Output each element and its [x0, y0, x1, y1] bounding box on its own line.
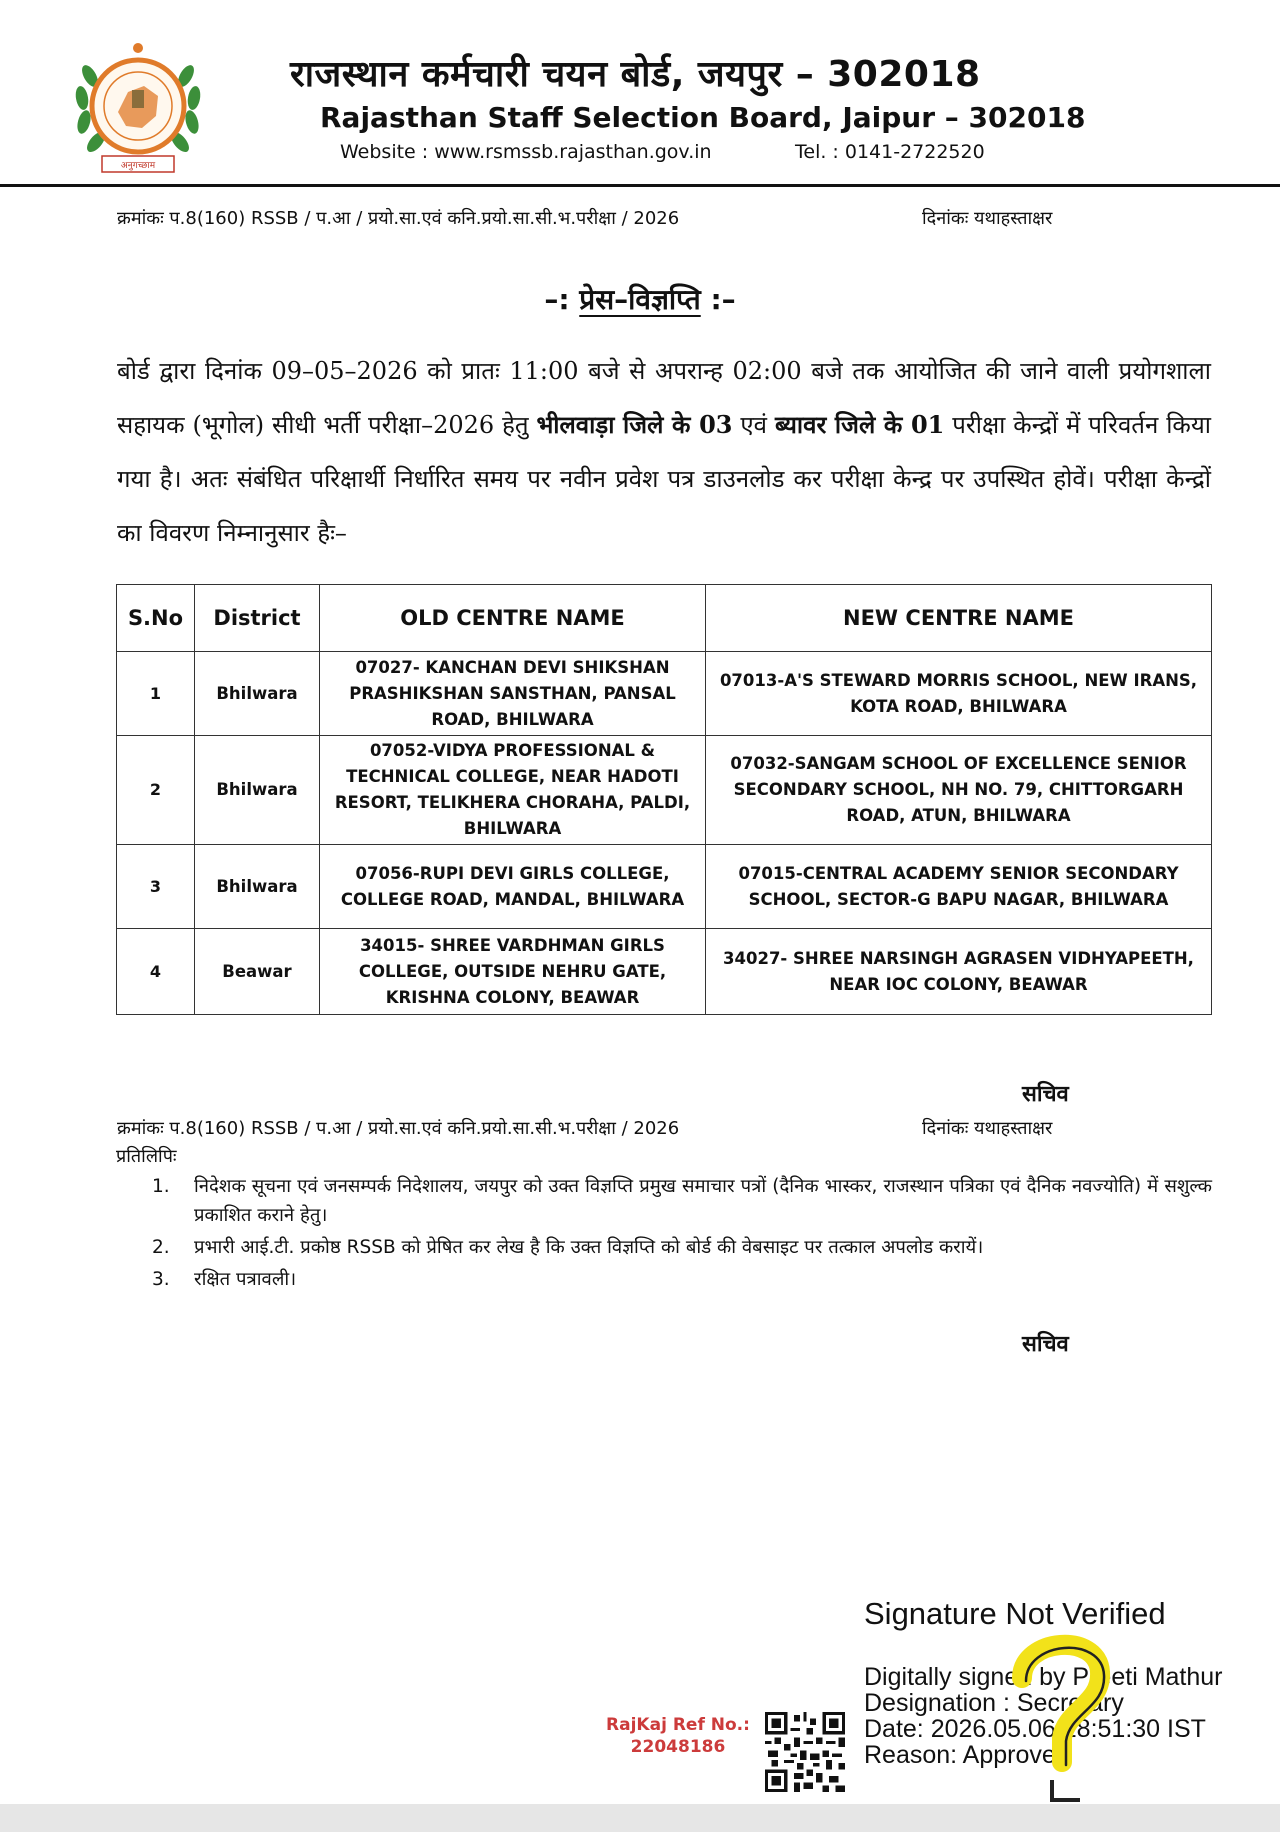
header-district: District — [195, 585, 320, 652]
cell-district: Bhilwara — [195, 652, 320, 736]
reference-date: दिनांकः यथाहस्ताक्षर — [922, 208, 1053, 229]
list-item — [152, 1233, 1212, 1262]
header-old-centre: OLD CENTRE NAME — [320, 585, 706, 652]
signatory-secretary-2: सचिव — [1022, 1332, 1069, 1357]
signature-reason: Reason: Approved — [864, 1741, 1070, 1769]
list-item-text: प्रभारी आई.टी. प्रकोष्ठ RSSB को प्रेषित कर लेख है कि उक्त विज्ञप्ति को बोर्ड की वेबसाइट पर तत्काल अपलोड करायें। — [194, 1237, 984, 1258]
copy-to-list — [152, 1172, 1212, 1297]
cell-old-centre: 07056-RUPI DEVI GIRLS COLLEGE, COLLEGE ROAD, MANDAL, BHILWARA — [320, 845, 706, 929]
signature-status: Signature Not Verified — [864, 1596, 1166, 1631]
cell-district: Beawar — [195, 929, 320, 1015]
list-item — [152, 1172, 1212, 1230]
reference-number-copy: क्रमांकः प.8(160) RSSB / प.आ / प्रयो.सा.एवं कनि.प्रयो.सा.सी.भ.परीक्षा / 2026 — [117, 1118, 680, 1139]
rajkaj-number: 22048186 — [630, 1737, 726, 1757]
rajkaj-reference — [603, 1714, 753, 1758]
list-item — [152, 1265, 1212, 1294]
list-item-number: 2. — [152, 1237, 170, 1258]
table-header-row — [117, 585, 1212, 652]
signatory-secretary: सचिव — [1022, 1082, 1069, 1107]
table-row — [117, 845, 1212, 929]
press-release-body — [117, 344, 1211, 560]
cell-sno: 4 — [117, 929, 195, 1015]
bottom-bar — [0, 1804, 1280, 1832]
heading-text: प्रेस–विज्ञप्ति — [579, 283, 701, 316]
body-bold-beawar: ब्यावर जिले के 01 — [774, 410, 945, 439]
press-release-heading — [0, 280, 1280, 318]
heading-prefix: –: — [544, 283, 580, 316]
website-text: Website : www.rsmssb.rajasthan.gov.in — [340, 141, 712, 163]
copy-to-label: प्रतिलिपिः — [116, 1146, 177, 1167]
body-part-1: बोर्ड द्वारा दिनांक 09–05–2026 को प्रातः 11:00 बजे से अपरान्ह 02:00 बजे तक आयोजित की जाने वाली प्रयोगशाला सहायक (भूगोल) सीधी भर्ती परीक्षा–2026 हेतु — [117, 357, 1211, 439]
cell-old-centre: 34015- SHREE VARDHMAN GIRLS COLLEGE, OUTSIDE NEHRU GATE, KRISHNA COLONY, BEAWAR — [320, 929, 706, 1015]
list-item-text: निदेशक सूचना एवं जनसम्पर्क निदेशालय, जयपुर को उक्त विज्ञप्ति प्रमुख समाचार पत्रों (दैनिक भास्कर, राजस्थान पत्रिका एवं दैनिक नवज्योति) में सशुल्क प्रकाशित कराने हेतु। — [194, 1176, 1212, 1226]
logo-motto: अनुगच्छाम — [120, 161, 156, 171]
body-part-3: परीक्षा केन्द्रों में परिवर्तन किया गया है। अतः संबंधित परिक्षार्थी निर्धारित समय पर नवीन प्रवेश पत्र डाउनलोड कर परीक्षा केन्द्र पर उपस्थित होवें। परीक्षा केन्द्रों का विवरण निम्नानुसार हैः– — [117, 411, 1212, 547]
cell-sno: 3 — [117, 845, 195, 929]
body-bold-bhilwara: भीलवाड़ा जिले के 03 — [536, 410, 733, 439]
unverified-signature-question-icon — [1000, 1620, 1120, 1805]
reference-date-copy: दिनांकः यथाहस्ताक्षर — [922, 1118, 1053, 1139]
cell-new-centre: 07015-CENTRAL ACADEMY SENIOR SECONDARY SCHOOL, SECTOR-G BAPU NAGAR, BHILWARA — [706, 845, 1212, 929]
cell-sno: 2 — [117, 736, 195, 845]
header-sno: S.No — [117, 585, 195, 652]
cell-new-centre: 07013-A'S STEWARD MORRIS SCHOOL, NEW IRANS, KOTA ROAD, BHILWARA — [706, 652, 1212, 736]
centre-change-table — [116, 584, 1212, 1015]
signed-by: Digitally signed by Preeti Mathur — [864, 1663, 1223, 1691]
signer-designation: Designation : Secretary — [864, 1689, 1124, 1717]
table-row — [117, 929, 1212, 1015]
header-new-centre: NEW CENTRE NAME — [706, 585, 1212, 652]
header-divider — [0, 184, 1280, 187]
rsmssb-logo — [72, 36, 204, 176]
list-item-number: 3. — [152, 1269, 170, 1290]
telephone-text: Tel. : 0141-2722520 — [795, 141, 985, 163]
heading-suffix: :– — [700, 283, 736, 316]
table-row — [117, 652, 1212, 736]
list-item-text: रक्षित पत्रावली। — [194, 1269, 297, 1290]
cell-district: Bhilwara — [195, 736, 320, 845]
cell-new-centre: 34027- SHREE NARSINGH AGRASEN VIDHYAPEETH, NEAR IOC COLONY, BEAWAR — [706, 929, 1212, 1015]
body-part-2: एवं — [732, 411, 775, 439]
board-name-english: Rajasthan Staff Selection Board, Jaipur – 302018 — [320, 101, 1086, 134]
rajkaj-label: RajKaj Ref No.: — [606, 1715, 750, 1735]
list-item-number: 1. — [152, 1176, 170, 1197]
reference-number: क्रमांकः प.8(160) RSSB / प.आ / प्रयो.सा.एवं कनि.प्रयो.सा.सी.भ.परीक्षा / 2026 — [117, 208, 680, 229]
board-name-hindi: राजस्थान कर्मचारी चयन बोर्ड, जयपुर – 302018 — [290, 54, 981, 95]
qr-code-icon — [765, 1712, 845, 1792]
table-row — [117, 736, 1212, 845]
cell-old-centre: 07027- KANCHAN DEVI SHIKSHAN PRASHIKSHAN SANSTHAN, PANSAL ROAD, BHILWARA — [320, 652, 706, 736]
cell-district: Bhilwara — [195, 845, 320, 929]
cell-new-centre: 07032-SANGAM SCHOOL OF EXCELLENCE SENIOR SECONDARY SCHOOL, NH NO. 79, CHITTORGARH ROAD, ATUN, BHILWARA — [706, 736, 1212, 845]
signature-date: Date: 2026.05.06 18:51:30 IST — [864, 1715, 1206, 1743]
cell-sno: 1 — [117, 652, 195, 736]
cell-old-centre: 07052-VIDYA PROFESSIONAL & TECHNICAL COLLEGE, NEAR HADOTI RESORT, TELIKHERA CHORAHA, PALDI, BHILWARA — [320, 736, 706, 845]
